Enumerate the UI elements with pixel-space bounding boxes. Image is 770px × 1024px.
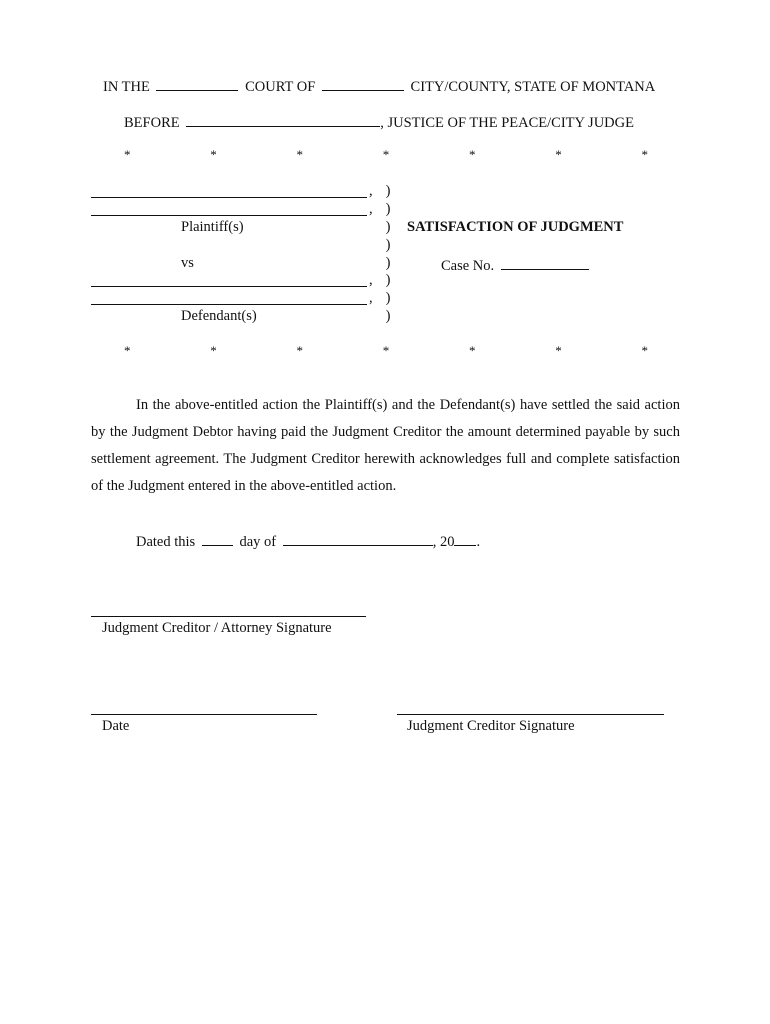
paren: )	[385, 183, 391, 199]
state-label: CITY/COUNTY, STATE OF MONTANA	[410, 78, 656, 95]
comma: ,	[369, 183, 373, 199]
comma: ,	[369, 201, 373, 217]
case-number-line	[441, 255, 592, 275]
period: .	[476, 533, 481, 550]
before-line	[124, 112, 634, 132]
star: *	[469, 147, 476, 162]
star: *	[469, 343, 476, 358]
dated-line	[136, 531, 480, 551]
court-line	[103, 76, 655, 96]
year-prefix: 20	[439, 533, 455, 550]
day-of-label: day of	[239, 533, 277, 550]
judge-name-blank[interactable]	[186, 112, 380, 127]
body-paragraph-text: In the above-entitled action the Plaintiff(s) and the Defendant(s) have settled the said action by the Judgment Debtor having paid the Judgment Creditor the amount determined payable by such settlement agreement. The Judgment Creditor herewith acknowledges full and complete satisfaction of the Judgment entered in the above-entitled action.	[91, 397, 680, 494]
star: *	[296, 343, 303, 358]
before-label: BEFORE	[124, 114, 180, 131]
separator-stars-bottom	[124, 343, 648, 359]
paren: )	[385, 219, 391, 235]
court-name-blank[interactable]	[156, 76, 238, 91]
case-number-blank[interactable]	[501, 255, 589, 270]
paren: )	[385, 255, 391, 271]
month-blank[interactable]	[283, 531, 433, 546]
comma: ,	[432, 533, 437, 550]
document-title: SATISFACTION OF JUDGMENT	[407, 219, 624, 235]
star: *	[124, 343, 131, 358]
paren: )	[385, 237, 391, 253]
comma: ,	[369, 272, 373, 288]
star: *	[641, 343, 648, 358]
day-blank[interactable]	[202, 531, 233, 546]
court-of-label: COURT OF	[245, 78, 316, 95]
plaintiff-name-blank-2[interactable]	[91, 215, 367, 216]
date-signature-line[interactable]	[91, 714, 317, 715]
star: *	[296, 147, 303, 162]
defendant-label: Defendant(s)	[181, 308, 257, 324]
creditor-signature-line[interactable]	[397, 714, 664, 715]
case-no-label: Case No.	[441, 257, 495, 274]
separator-stars-top	[124, 147, 648, 163]
star: *	[555, 343, 562, 358]
star: *	[382, 343, 390, 358]
star: *	[210, 343, 217, 358]
star: *	[382, 147, 390, 162]
star: *	[555, 147, 562, 162]
defendant-name-blank-1[interactable]	[91, 286, 367, 287]
date-label: Date	[102, 718, 130, 734]
body-paragraph	[91, 392, 680, 500]
attorney-signature-label: Judgment Creditor / Attorney Signature	[102, 620, 332, 636]
dated-this-label: Dated this	[136, 533, 196, 550]
attorney-signature-line[interactable]	[91, 616, 366, 617]
comma: ,	[369, 290, 373, 306]
in-the-label: IN THE	[103, 78, 150, 95]
star: *	[124, 147, 131, 162]
paren: )	[385, 308, 391, 324]
creditor-signature-label: Judgment Creditor Signature	[407, 718, 575, 734]
vs-label: vs	[181, 255, 194, 271]
paren: )	[385, 201, 391, 217]
justice-label: , JUSTICE OF THE PEACE/CITY JUDGE	[380, 114, 634, 131]
plaintiff-name-blank-1[interactable]	[91, 197, 367, 198]
county-blank[interactable]	[322, 76, 404, 91]
paren: )	[385, 290, 391, 306]
defendant-name-blank-2[interactable]	[91, 304, 367, 305]
paren: )	[385, 272, 391, 288]
star: *	[210, 147, 217, 162]
star: *	[641, 147, 648, 162]
plaintiff-label: Plaintiff(s)	[181, 219, 244, 235]
year-blank[interactable]	[454, 531, 476, 546]
